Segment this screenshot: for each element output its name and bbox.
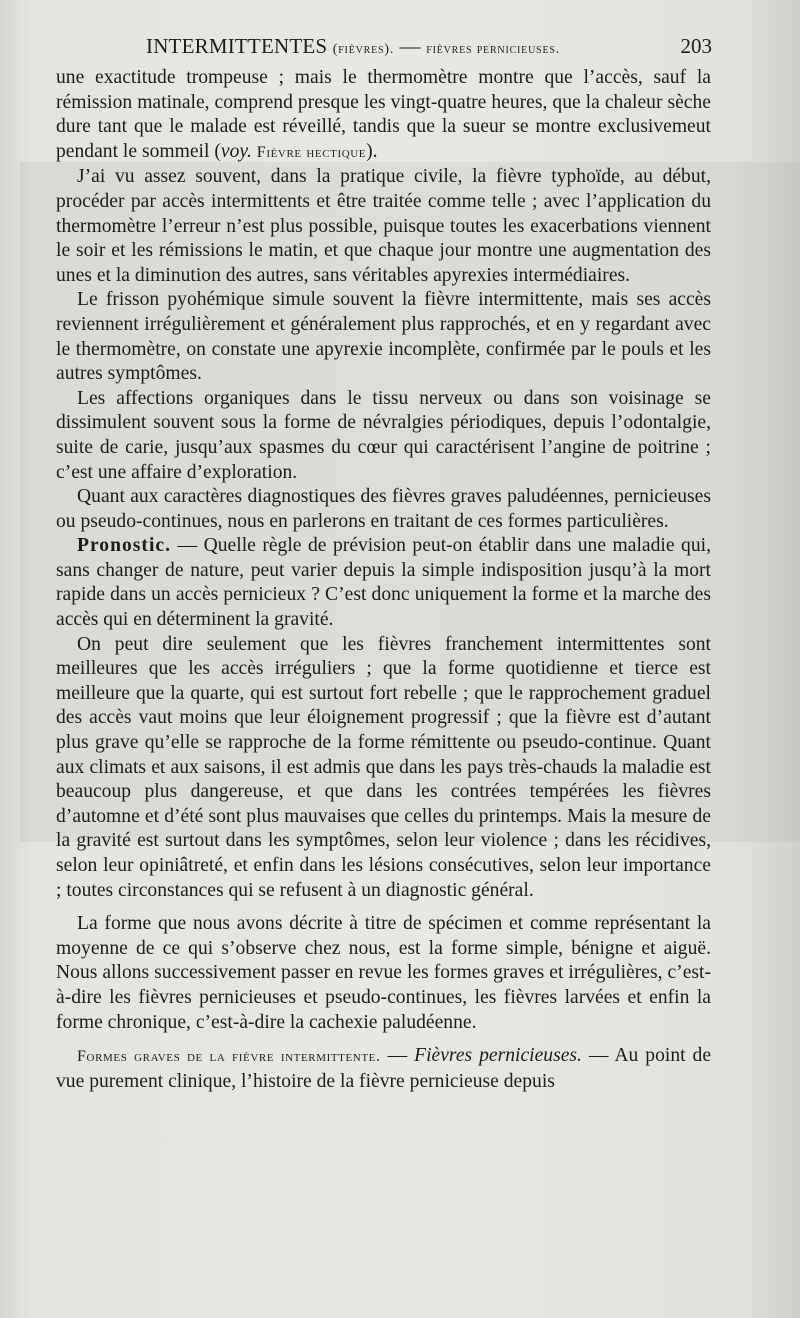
running-title-section: fièvres pernicieuses. <box>426 42 561 57</box>
running-title <box>146 34 560 59</box>
cross-reference-target: Fièvre hectique <box>256 143 367 161</box>
paragraph-1 <box>56 66 711 165</box>
paragraph-5: Quant aux caractères diagnostiques des fièvres graves paludéennes, pernicieuses ou pseudo-continues, nous en parlerons en traitant de ces formes particulières. <box>56 486 711 532</box>
section-heading-formes-graves: Formes graves de la fièvre intermittente. <box>77 1048 381 1066</box>
paragraph-6 <box>56 534 711 632</box>
running-title-dash: — <box>399 34 421 58</box>
paragraph-6-text: — Quelle règle de prévision peut-on établir dans une maladie qui, sans changer de nature, peut varier depuis la simple indisposition jusqu’à la mort rapide dans un accès pernicieux ? C’est donc uniquement la forme et la marche des accès qui en déterminent la gravité. <box>56 535 711 631</box>
paragraph-1-end: ). <box>366 140 378 162</box>
section-heading-pronostic: Pronostic. <box>77 535 171 557</box>
paragraph-9 <box>56 1044 711 1094</box>
page-number: 203 <box>680 34 712 58</box>
cross-reference: voy. <box>220 140 252 162</box>
section-subheading-pernicieuses: Fièvres pernicieuses. <box>414 1045 582 1067</box>
paragraph-1-text: une exactitude trompeuse ; mais le thermomètre montre que l’accès, sauf la rémission matinale, comprend presque les vingt-quatre heures, que la chaleur sèche dure tant que le malade est réveillé, tandis que la sueur se montre exclusivemeut pendant le sommeil ( <box>56 67 711 162</box>
paragraph-7: On peut dire seulement que les fièvres franchement intermittentes sont meilleures que les accès irréguliers ; que la forme quotidienne et tierce est meilleure que la quarte, qui est surtout fort rebelle ; que le rapprochement graduel des accès vaut moins que leur éloignement progressif ; que la fièvre est d’autant plus grave qu’elle se rapproche de la forme rémittente ou pseudo-continue. Quant aux climats et aux saisons, il est admis que dans les pays très-chauds la maladie est beaucoup plus dangereuse, et que dans les contrées tempérées les fièvres d’automne et d’été sont plus mauvaises que celles du printemps. Mais la mesure de la gravité est surtout dans les symptômes, selon leur violence ; dans les récidives, selon leur opiniâtreté, et enfin dans les lésions consécutives, selon leur importance ; toutes circonstances qui se refusent à un diagnostic général. <box>56 633 711 901</box>
paragraph-9-dash: — <box>380 1045 415 1067</box>
running-title-main: INTERMITTENTES <box>146 34 328 58</box>
paragraph-2: J’ai vu assez souvent, dans la pratique civile, la fièvre typhoïde, au début, procéder par accès intermittents et être traitée comme telle ; avec l’application du thermomètre l’erreur n’est plus possible, puisque toutes les exacerbations viennent le soir et les rémissions le matin, et que chaque jour montre une augmentation des unes et la diminution des autres, sans véritables apyrexies intermédiaires. <box>56 166 711 286</box>
paragraph-8: La forme que nous avons décrite à titre de spécimen et comme représentant la moyenne de ce qui s’observe chez nous, est la forme simple, bénigne et aiguë. Nous allons successivement passer en revue les formes graves et irrégulières, c’est-à-dire les fièvres pernicieuses et pseudo-continues, les fièvres larvées et enfin la forme chronique, c’est-à-dire la cachexie paludéenne. <box>56 913 711 1033</box>
running-head <box>0 34 800 60</box>
running-title-paren: (fièvres). <box>332 42 395 57</box>
body-text <box>56 66 711 1094</box>
paragraph-4: Les affections organiques dans le tissu nerveux ou dans son voisinage se dissimulent souvent sous la forme de névralgies périodiques, depuis l’odontalgie, suite de carie, jusqu’aux spasmes du cœur qui caractérisent l’angine de poitrine ; c’est une affaire d’exploration. <box>56 387 711 483</box>
paragraph-9-text: — Au point de vue purement clinique, l’histoire de la fièvre pernicieuse depuis <box>56 1045 712 1092</box>
paragraph-3: Le frisson pyohémique simule souvent la fièvre intermittente, mais ses accès reviennent irrégulièrement et généralement plus rapprochés, et en y regardant avec le thermomètre, on constate une apyrexie incomplète, confirmée par le pouls et les autres symptômes. <box>56 289 711 385</box>
